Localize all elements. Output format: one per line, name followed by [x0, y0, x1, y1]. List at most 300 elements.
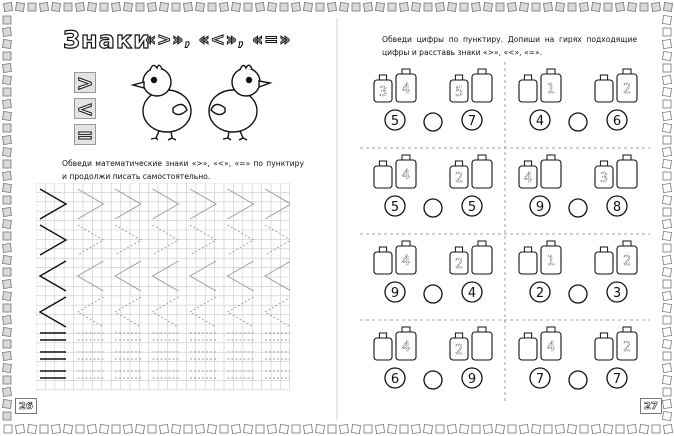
- border-square: [375, 424, 384, 433]
- border-square: [483, 2, 492, 11]
- border-square: [2, 243, 11, 252]
- border-square: [123, 424, 132, 433]
- border-square: [663, 136, 671, 144]
- border-square: [411, 424, 420, 433]
- border-square: [568, 3, 576, 11]
- weight-body: [472, 74, 492, 102]
- border-square: [315, 424, 324, 433]
- left-instruction: Обведи математические знаки «>», «<», «=» по пунктиру и продолжи писать самостоятельно.: [62, 159, 304, 181]
- border-square: [543, 2, 552, 11]
- writing-grid[interactable]: [36, 183, 290, 391]
- weight-body: [374, 252, 392, 274]
- border-square: [327, 2, 336, 11]
- border-square: [411, 2, 420, 11]
- border-square: [123, 2, 132, 11]
- greater-sign-trace: [153, 225, 179, 255]
- border-square: [87, 2, 96, 11]
- border-square: [231, 424, 240, 433]
- weight-body: [617, 160, 637, 188]
- circle-number: 7: [467, 114, 477, 129]
- border-square: [280, 3, 288, 11]
- border-square: [603, 424, 612, 433]
- greater-sign-trace: [265, 189, 290, 219]
- border-square: [424, 3, 432, 11]
- weight-handle: [600, 161, 607, 166]
- border-square: [662, 15, 671, 24]
- weight-body: [374, 338, 392, 360]
- border-square: [507, 2, 516, 11]
- weight-number[interactable]: 4: [401, 82, 411, 97]
- sign-answer-circle[interactable]: [424, 199, 442, 217]
- border-square: [208, 3, 216, 11]
- greater-sign-trace: [115, 189, 141, 219]
- weight-icon: [519, 75, 537, 102]
- weight-icon: [595, 161, 613, 188]
- border-square: [2, 39, 11, 48]
- border-square: [663, 172, 671, 180]
- border-square: [508, 425, 516, 433]
- weight-handle: [623, 69, 631, 74]
- weight-icon: [396, 241, 416, 274]
- weight-number[interactable]: 3: [378, 85, 388, 100]
- weight-handle: [478, 155, 486, 160]
- weight-handle: [600, 75, 607, 80]
- weight-number[interactable]: 4: [401, 254, 411, 269]
- weight-handle: [547, 241, 555, 246]
- weight-handle: [547, 155, 555, 160]
- weight-handle: [623, 155, 631, 160]
- less-sign-trace: [78, 297, 104, 327]
- border-square: [662, 411, 671, 420]
- border-square: [75, 2, 84, 11]
- weight-number[interactable]: 4: [401, 340, 411, 355]
- weight-icon: [396, 155, 416, 188]
- weight-handle: [524, 247, 531, 252]
- weight-handle: [379, 247, 386, 252]
- border-square: [663, 28, 671, 36]
- circle-number: 3: [612, 286, 622, 301]
- border-square: [2, 207, 11, 216]
- border-square: [99, 424, 108, 433]
- weight-number[interactable]: 1: [546, 82, 556, 97]
- border-square: [662, 147, 671, 156]
- border-square: [640, 3, 648, 11]
- weight-icon: [374, 75, 392, 102]
- border-square: [64, 3, 72, 11]
- weight-number[interactable]: 3: [599, 171, 609, 186]
- border-square: [639, 424, 648, 433]
- weight-handle: [547, 69, 555, 74]
- border-square: [3, 232, 11, 240]
- sign-answer-circle[interactable]: [569, 285, 587, 303]
- border-square: [172, 3, 180, 11]
- weight-handle: [402, 241, 410, 246]
- border-square: [148, 425, 156, 433]
- border-square: [2, 147, 11, 156]
- weight-body: [519, 80, 537, 102]
- border-square: [111, 2, 120, 11]
- circle-number: 5: [467, 200, 477, 215]
- border-square: [652, 425, 660, 433]
- border-square: [2, 327, 11, 336]
- border-square: [662, 159, 671, 168]
- border-square: [2, 99, 11, 108]
- weight-number[interactable]: 2: [454, 257, 464, 272]
- border-square: [567, 424, 576, 433]
- border-square: [555, 424, 564, 433]
- weight-icon: [472, 241, 492, 274]
- weight-handle: [455, 247, 462, 252]
- border-square: [2, 351, 11, 360]
- less-sign-box: <: [74, 98, 96, 119]
- border-square: [663, 424, 672, 433]
- weight-number[interactable]: 4: [401, 168, 411, 183]
- greater-sign-trace: [153, 189, 179, 219]
- weight-body: [472, 332, 492, 360]
- weight-icon: [519, 161, 537, 188]
- greater-sign-trace: [228, 189, 254, 219]
- border-square: [112, 425, 120, 433]
- greater-sign-trace: [40, 225, 66, 255]
- border-square: [3, 340, 11, 348]
- border-square: [3, 160, 11, 168]
- border-square: [555, 2, 564, 11]
- greater-sign-trace: [265, 225, 290, 255]
- weight-handle: [478, 241, 486, 246]
- border-square: [663, 280, 671, 288]
- less-sign-trace: [228, 297, 254, 327]
- border-square: [184, 425, 192, 433]
- border-square: [328, 425, 336, 433]
- greater-sign-trace: [190, 225, 216, 255]
- border-square: [171, 424, 180, 433]
- border-square: [244, 3, 252, 11]
- border-square: [352, 3, 360, 11]
- weight-handle: [379, 75, 386, 80]
- border-square: [375, 2, 384, 11]
- border-square: [3, 304, 11, 312]
- weight-icon: [519, 247, 537, 274]
- weight-handle: [402, 69, 410, 74]
- weight-handle: [600, 333, 607, 338]
- border-square: [460, 3, 468, 11]
- weight-icon: [617, 69, 637, 102]
- weight-icon: [450, 247, 468, 274]
- border-square: [2, 183, 11, 192]
- border-square: [662, 183, 671, 192]
- weight-icon: [374, 333, 392, 360]
- border-square: [662, 363, 671, 372]
- border-square: [2, 315, 11, 324]
- weight-handle: [455, 75, 462, 80]
- border-square: [591, 2, 600, 11]
- greater-sign-trace: [78, 189, 104, 219]
- border-square: [2, 219, 11, 228]
- border-square: [604, 3, 612, 11]
- border-square: [519, 2, 528, 11]
- weight-number[interactable]: 2: [622, 82, 632, 97]
- weight-icon: [450, 333, 468, 360]
- border-square: [663, 316, 671, 324]
- weight-handle: [478, 69, 486, 74]
- border-square: [663, 100, 671, 108]
- sign-answer-circle[interactable]: [424, 113, 442, 131]
- greater-sign-trace: [228, 225, 254, 255]
- border-square: [2, 255, 11, 264]
- border-square: [279, 424, 288, 433]
- circle-number: 5: [390, 114, 400, 129]
- border-square: [87, 424, 96, 433]
- border-square: [195, 2, 204, 11]
- weight-icon: [541, 241, 561, 274]
- border-square: [15, 424, 24, 433]
- border-square: [544, 425, 552, 433]
- weight-handle: [478, 327, 486, 332]
- greater-sign-trace: [78, 225, 104, 255]
- border-square: [662, 39, 671, 48]
- border-square: [662, 219, 671, 228]
- border-square: [662, 339, 671, 348]
- border-square: [472, 425, 480, 433]
- border-square: [400, 425, 408, 433]
- border-square: [662, 195, 671, 204]
- border-square: [662, 267, 671, 276]
- border-square: [291, 2, 300, 11]
- border-square: [243, 424, 252, 433]
- border-square: [496, 3, 504, 11]
- greater-sign-trace: [40, 189, 66, 219]
- weight-handle: [623, 327, 631, 332]
- right-instruction: Обведи цифры по пунктиру. Допиши на гирях подходящие цифры и расставь знаки «>», «<», «=».: [382, 35, 637, 57]
- weight-handle: [379, 161, 386, 166]
- border-square: [399, 2, 408, 11]
- sign-answer-circle[interactable]: [424, 285, 442, 303]
- border-square: [135, 424, 144, 433]
- page-number-left: 26: [15, 398, 37, 414]
- less-sign-trace: [40, 297, 66, 327]
- border-square: [3, 376, 11, 384]
- less-sign-trace: [153, 297, 179, 327]
- weight-icon: [472, 327, 492, 360]
- border-square: [519, 424, 528, 433]
- border-square: [256, 425, 264, 433]
- border-square: [159, 424, 168, 433]
- border-square: [662, 327, 671, 336]
- weight-icon: [541, 155, 561, 188]
- weight-number[interactable]: 4: [546, 340, 556, 355]
- border-square: [351, 424, 360, 433]
- border-square: [4, 425, 12, 433]
- border-square: [3, 2, 12, 11]
- border-square: [663, 64, 671, 72]
- border-square: [219, 2, 228, 11]
- weight-handle: [547, 327, 555, 332]
- weight-handle: [524, 75, 531, 80]
- equal-sign-box: =: [74, 124, 96, 145]
- circle-number: 2: [535, 286, 545, 301]
- border-square: [183, 2, 192, 11]
- weight-handle: [455, 333, 462, 338]
- weight-number[interactable]: 2: [454, 171, 464, 186]
- border-square: [662, 75, 671, 84]
- weight-body: [519, 338, 537, 360]
- border-square: [15, 2, 24, 11]
- weight-icon: [450, 75, 468, 102]
- weight-handle: [402, 327, 410, 332]
- border-square: [3, 124, 11, 132]
- border-square: [662, 399, 671, 408]
- border-square: [532, 3, 540, 11]
- weight-icon: [450, 161, 468, 188]
- border-square: [495, 424, 504, 433]
- border-square: [159, 2, 168, 11]
- greater-sign-trace: [190, 189, 216, 219]
- sign-answer-circle[interactable]: [424, 371, 442, 389]
- border-square: [387, 424, 396, 433]
- border-square: [531, 424, 540, 433]
- border-square: [423, 424, 432, 433]
- border-square: [303, 2, 312, 11]
- weight-icon: [396, 327, 416, 360]
- border-square: [63, 424, 72, 433]
- border-square: [2, 387, 11, 396]
- weight-body: [519, 252, 537, 274]
- border-square: [663, 388, 671, 396]
- weight-number[interactable]: 2: [622, 340, 632, 355]
- weight-body: [595, 252, 613, 274]
- circle-number: 7: [535, 372, 545, 387]
- border-square: [471, 2, 480, 11]
- border-square: [459, 424, 468, 433]
- border-square: [388, 3, 396, 11]
- border-square: [292, 425, 300, 433]
- circle-number: 5: [390, 200, 400, 215]
- border-square: [40, 425, 48, 433]
- weight-number[interactable]: 1: [546, 254, 556, 269]
- sign-answer-circle[interactable]: [569, 371, 587, 389]
- border-square: [663, 352, 671, 360]
- border-square: [662, 291, 671, 300]
- border-square: [663, 244, 671, 252]
- border-square: [662, 255, 671, 264]
- border-square: [27, 424, 36, 433]
- border-square: [579, 2, 588, 11]
- border-square: [207, 424, 216, 433]
- sign-answer-circle[interactable]: [569, 199, 587, 217]
- weight-number[interactable]: 2: [622, 254, 632, 269]
- border-square: [2, 111, 11, 120]
- border-square: [364, 425, 372, 433]
- circle-number: 4: [467, 286, 477, 301]
- weight-handle: [524, 333, 531, 338]
- weight-number[interactable]: 2: [454, 343, 464, 358]
- weight-body: [541, 160, 561, 188]
- weight-icon: [396, 69, 416, 102]
- border-square: [267, 424, 276, 433]
- weight-icon: [617, 327, 637, 360]
- border-square: [616, 425, 624, 433]
- border-square: [267, 2, 276, 11]
- border-square: [2, 399, 11, 408]
- weight-icon: [472, 69, 492, 102]
- border-square: [2, 171, 11, 180]
- border-square: [483, 424, 492, 433]
- less-sign-trace: [115, 297, 141, 327]
- border-square: [435, 2, 444, 11]
- weights-exercise[interactable]: [360, 62, 650, 402]
- weight-icon: [595, 247, 613, 274]
- title-signs: «>», «<», «=»: [145, 30, 292, 50]
- weight-number[interactable]: 5: [454, 85, 464, 100]
- border-square: [663, 2, 672, 11]
- border-square: [28, 3, 36, 11]
- border-square: [662, 51, 671, 60]
- border-square: [662, 231, 671, 240]
- border-square: [136, 3, 144, 11]
- circle-number: 6: [612, 114, 622, 129]
- weight-number[interactable]: 4: [523, 171, 533, 186]
- weight-handle: [379, 333, 386, 338]
- border-square: [2, 291, 11, 300]
- border-square: [663, 208, 671, 216]
- circle-number: 8: [612, 200, 622, 215]
- circle-number: 9: [535, 200, 545, 215]
- border-square: [316, 3, 324, 11]
- border-square: [447, 424, 456, 433]
- weight-icon: [374, 247, 392, 274]
- border-square: [2, 135, 11, 144]
- circle-number: 9: [467, 372, 477, 387]
- border-square: [662, 303, 671, 312]
- greater-sign-trace: [115, 225, 141, 255]
- border-square: [51, 2, 60, 11]
- border-square: [662, 123, 671, 132]
- weight-icon: [617, 155, 637, 188]
- weight-body: [595, 80, 613, 102]
- circle-number: 9: [390, 286, 400, 301]
- border-square: [39, 2, 48, 11]
- circle-number: 7: [612, 372, 622, 387]
- border-square: [2, 75, 11, 84]
- weight-handle: [455, 161, 462, 166]
- border-square: [3, 412, 11, 420]
- weight-icon: [472, 155, 492, 188]
- border-square: [51, 424, 60, 433]
- border-square: [363, 2, 372, 11]
- page-title: Знаки: [63, 26, 151, 54]
- border-square: [3, 88, 11, 96]
- border-square: [615, 2, 624, 11]
- weight-handle: [600, 247, 607, 252]
- weight-handle: [524, 161, 531, 166]
- sign-answer-circle[interactable]: [569, 113, 587, 131]
- weight-icon: [617, 241, 637, 274]
- border-square: [231, 2, 240, 11]
- border-square: [255, 2, 264, 11]
- chick-left: [133, 65, 191, 140]
- border-square: [662, 111, 671, 120]
- weight-icon: [541, 69, 561, 102]
- less-sign-trace: [265, 297, 290, 327]
- weight-body: [374, 166, 392, 188]
- weight-icon: [541, 327, 561, 360]
- border-square: [195, 424, 204, 433]
- border-square: [220, 425, 228, 433]
- weight-body: [595, 338, 613, 360]
- chicks-illustration: [125, 62, 285, 142]
- border-square: [627, 424, 636, 433]
- border-square: [3, 16, 11, 24]
